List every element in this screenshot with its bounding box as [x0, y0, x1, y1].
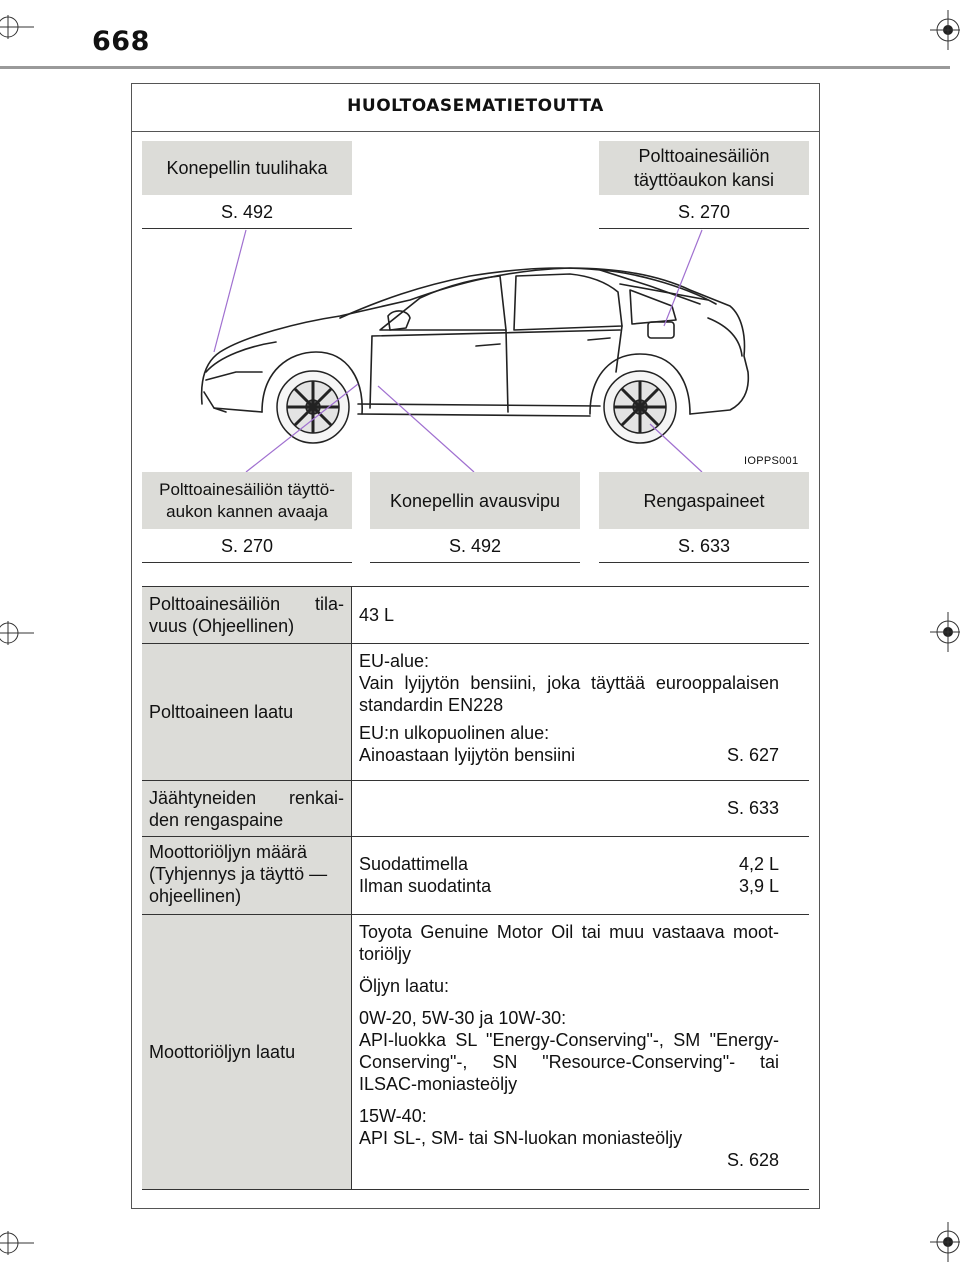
oil-without-filter-line — [359, 875, 779, 897]
fuel-non-eu-ref: S. 627 — [726, 745, 779, 765]
cold-tire-pressure-ref: S. 633 — [726, 798, 779, 818]
oil-with-filter-label: Suodattimella — [359, 854, 469, 874]
tank-capacity-label: Polttoainesäiliön tila-vuus (Ohjeellinen) — [142, 587, 352, 643]
oil-quality-p3-heading: 0W-20, 5W-30 ja 10W-30: — [359, 1008, 567, 1028]
callout-ref-fuel-door-opener: S. 270 — [142, 529, 352, 563]
oil-quality-p4-heading: 15W-40: — [359, 1106, 427, 1126]
oil-without-filter-label: Ilman suodatinta — [359, 876, 492, 896]
table-row-oil-quality — [142, 914, 809, 1190]
oil-quality-ref: S. 628 — [726, 1150, 779, 1170]
tank-capacity-value: 43 L — [359, 605, 395, 625]
oil-quality-p4-text: API SL-, SM- tai SN-luokan moniasteöljy — [359, 1128, 683, 1148]
table-row-fuel-quality — [142, 643, 809, 780]
oil-capacity-label: Moottoriöljyn määrä (Tyhjennys ja täyttö — ohjeellinen) — [142, 837, 352, 914]
oil-quality-p3-text: API-luokka SL "Energy-Conserving"-, SM "Energy-Conserving"-, SN "Resource-Conserving"- tai ILSAC-moniasteöljy — [359, 1030, 779, 1094]
cold-tire-pressure-value — [359, 797, 779, 819]
fuel-quality-value — [359, 650, 779, 766]
oil-quality-p1: Toyota Genuine Motor Oil tai muu vastaava moot-toriöljy — [359, 922, 779, 964]
callout-label-fuel-door: Polttoainesäiliön täyttöaukon kansi — [599, 141, 809, 195]
callout-ref-fuel-door: S. 270 — [599, 195, 809, 229]
image-id: IOPPS001 — [744, 455, 799, 467]
fuel-eu-heading: EU-alue: — [359, 651, 430, 671]
crop-mark-mid-left — [0, 616, 34, 650]
oil-quality-ref-line — [359, 1149, 779, 1171]
crop-mark-mid-right — [930, 612, 960, 652]
table-row-cold-tire-pressure — [142, 780, 809, 836]
crop-mark-bottom-right — [930, 1222, 960, 1262]
oil-without-filter-value: 3,9 L — [738, 876, 779, 896]
oil-with-filter-value: 4,2 L — [738, 854, 779, 874]
header-rule — [0, 66, 950, 69]
crop-mark-bottom-left — [0, 1226, 34, 1260]
callout-ref-hood-release: S. 492 — [370, 529, 580, 563]
crop-mark-top-left — [0, 10, 34, 44]
oil-capacity-value — [359, 853, 779, 897]
callout-label-fuel-door-opener: Polttoainesäiliön täyttö-aukon kannen avaaja — [142, 472, 352, 529]
callout-ref-hood-prop: S. 492 — [142, 195, 352, 229]
oil-quality-value — [359, 921, 779, 1171]
callout-ref-tire-pressure: S. 633 — [599, 529, 809, 563]
fuel-non-eu-line — [359, 744, 779, 766]
cold-tire-pressure-label: Jäähtyneiden renkai-den rengaspaine — [142, 781, 352, 836]
table-row-tank-capacity — [142, 586, 809, 643]
oil-quality-label: Moottoriöljyn laatu — [142, 915, 352, 1189]
fuel-non-eu-text: Ainoastaan lyijytön bensiini — [359, 745, 576, 765]
crop-mark-top-right — [930, 10, 960, 50]
oil-quality-p2: Öljyn laatu: — [359, 976, 450, 996]
callout-label-hood-release: Konepellin avausvipu — [370, 472, 580, 529]
fuel-eu-text: Vain lyijytön bensiini, joka täyttää eurooppalaisen standardin EN228 — [359, 673, 779, 715]
callout-label-hood-prop: Konepellin tuulihaka — [142, 141, 352, 195]
table-row-oil-capacity — [142, 836, 809, 914]
oil-with-filter-line — [359, 853, 779, 875]
page-number: 668 — [92, 26, 150, 57]
callout-label-tire-pressure: Rengaspaineet — [599, 472, 809, 529]
fuel-non-eu-heading: EU:n ulkopuolinen alue: — [359, 723, 550, 743]
fuel-quality-label: Polttoaineen laatu — [142, 644, 352, 780]
section-title: HUOLTOASEMATIETOUTTA — [132, 84, 819, 132]
